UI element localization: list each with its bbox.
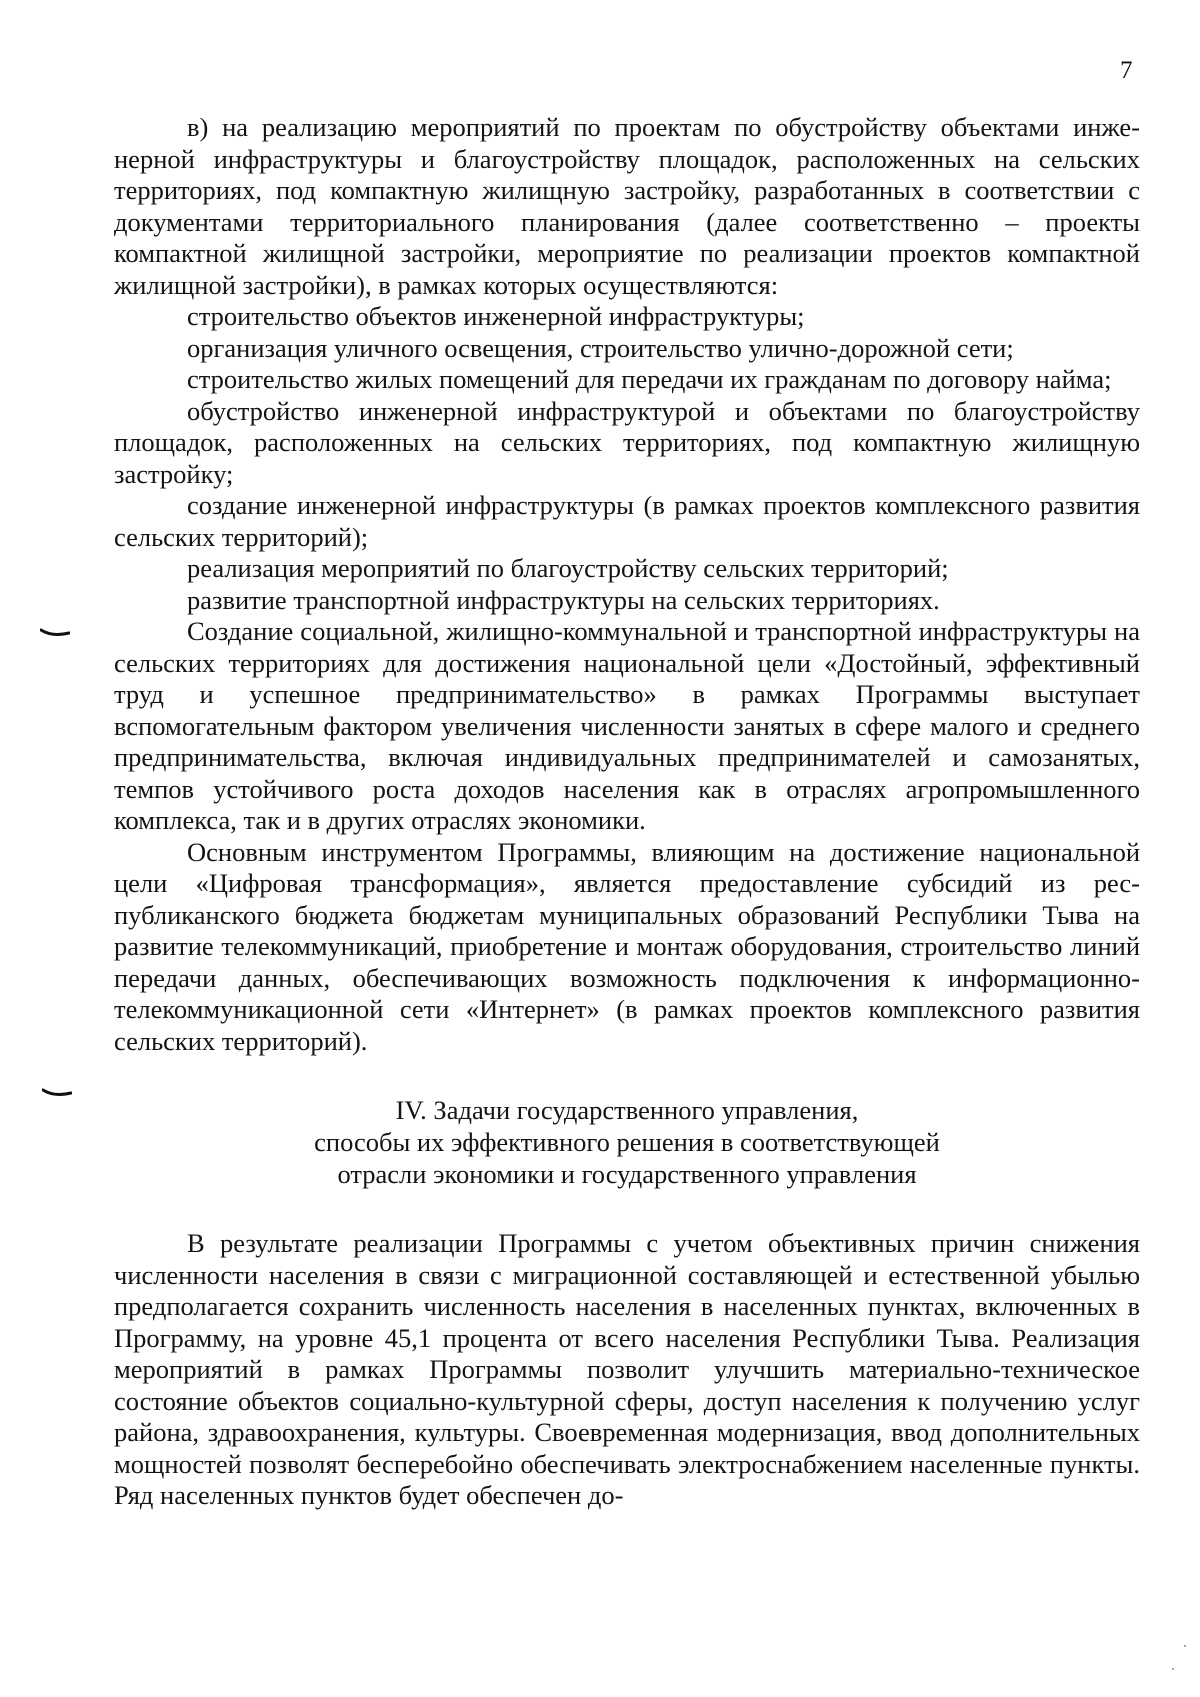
- section-heading-line: отрасли экономики и государственного управления: [337, 1159, 917, 1189]
- list-item-transport-infrastructure: развитие транспортной инфраструктуры на сельских территориях.: [187, 584, 940, 615]
- list-item-street-lighting: организация уличного освещения, строительство улично-дорожной сети;: [187, 332, 1014, 363]
- margin-pen-mark: [40, 628, 70, 638]
- paragraph-digital-transformation: Основным инструментом Программы, влияющим на достижение национальной цели «Цифровая трансформация», является предоставление субсидий из республиканского бюджета бюджетам муниципальных образований Республики Тыва на развитие телекоммуникаций, приобретение и монтаж оборудования, строительство линий передачи данных, обеспечивающих возможность подключения к информационно-телекоммуникационной сети «Интернет» (в рамках проектов комплексного развития сельских территорий).: [114, 836, 1140, 1056]
- list-item-engineering-infrastructure: строительство объектов инженерной инфраструктуры;: [187, 301, 805, 331]
- list-item-infrastructure-creation: создание инженерной инфраструктуры (в рамках проектов комплексного развития сельских территорий);: [114, 490, 1140, 552]
- paragraph-program-results: В результате реализации Программы с учетом объективных причин снижения численности населения в связи с миграционной составляющей и естественной убылью предполагается сохранить численность населения в населенных пунктах, включенных в Программу, на уровне 45,1 процента от всего населения Республики Тыва. Реализация мероприятий в рамках Программы позволит улучшить материально-техническое состояние объектов социально-культурной сферы, доступ населения к получению услуг района, здравоохранения, культуры. Своевременная модернизация, ввод дополнительных мощностей позволят бесперебойно обеспечивать электроснабжением населенные пункты. Ряд населенных пунктов будет обеспечен до-: [114, 1228, 1140, 1510]
- section-heading-line: IV. Задачи государственного управления,: [395, 1095, 859, 1125]
- page-number: 7: [1120, 57, 1133, 84]
- section-heading: [114, 1094, 1140, 1190]
- paragraph-social-infrastructure: Создание социальной, жилищно-коммунальной и транспортной инфраструктуры на сельских территориях для достижения национальной цели «Достойный, эффективный труд и успешное предпринимательство» в рамках Программы выступает вспомогательным фактором увеличения численности занятых в сфере малого и среднего предпринимательства, включая индивидуальных предпринимателей и самозанятых, темпов устойчивого роста доходов населения как в отраслях агропромышленного комплекса, так и в других отраслях экономики.: [114, 616, 1140, 835]
- list-item-site-improvement: обустройство инженерной инфраструктурой и объектами по благоустройству площадок, расположенных на сельских территориях, под компактную жилищную застройку;: [114, 395, 1140, 489]
- section-heading-line: способы их эффективного решения в соответствующей: [314, 1127, 940, 1157]
- margin-pen-mark: [42, 1088, 72, 1098]
- list-item-housing-construction: строительство жилых помещений для передачи их гражданам по договору найма;: [187, 364, 1112, 394]
- list-item-rural-landscaping: реализация мероприятий по благоустройству сельских территорий;: [187, 553, 949, 583]
- document-body: [114, 112, 1140, 1512]
- scan-speck: [1172, 1668, 1174, 1670]
- paragraph-intro-clause-v: в) на реализацию мероприятий по проектам по обустройству объектами инженерной инфраструктуры и благоустройству площадок, расположенных на сельских территориях, под компактную жилищную застройку, разработанных в соответствии с документами территориального планирования (далее соответственно – проекты компактной жилищной застройки, мероприятие по реализации проектов компактной жилищной застройки), в рамках которых осуществляются:: [114, 112, 1140, 300]
- scan-speck: [1184, 1645, 1186, 1647]
